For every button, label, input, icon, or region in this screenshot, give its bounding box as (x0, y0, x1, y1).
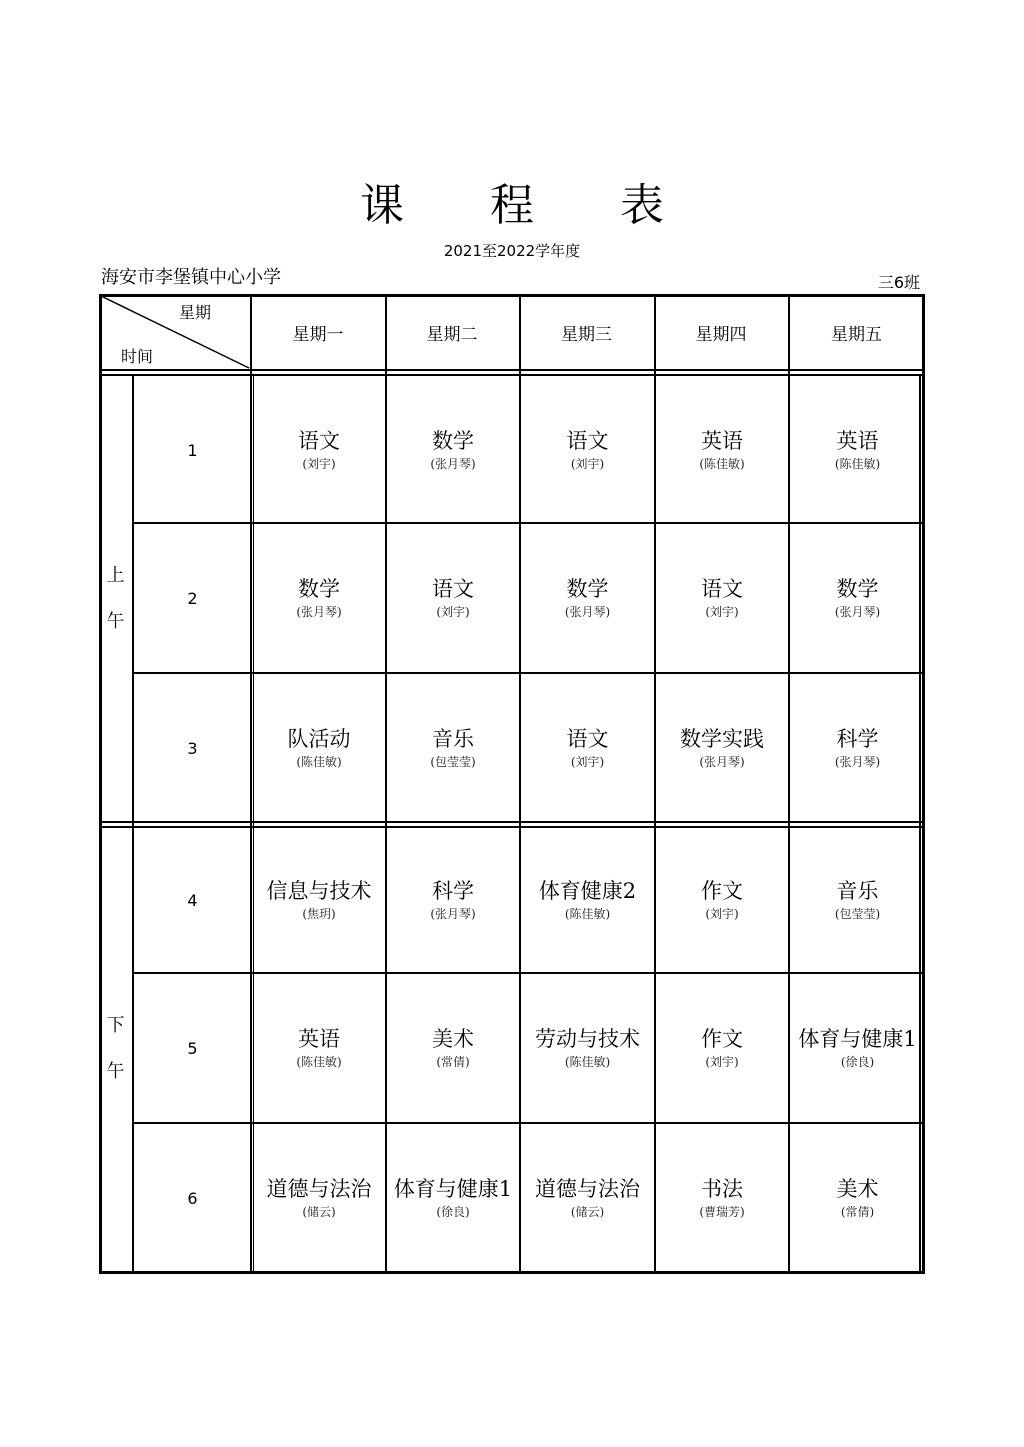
class-cell (387, 674, 519, 822)
class-cell (521, 378, 654, 522)
class-name: 三6班 (877, 273, 920, 292)
subject-name: 英语 (701, 429, 743, 453)
subject-name: 信息与技术 (266, 879, 372, 903)
class-cell (790, 828, 925, 972)
teacher-name: (陈佳敏) (296, 755, 342, 769)
class-cell (790, 1124, 925, 1272)
teacher-name: (刘宇) (570, 457, 605, 471)
class-cell (387, 1124, 519, 1272)
teacher-name: (储云) (570, 1205, 605, 1219)
subject-name: 作文 (701, 1027, 743, 1051)
class-cell (521, 828, 654, 972)
teacher-name: (张月琴) (430, 457, 476, 471)
subject-name: 作文 (701, 879, 743, 903)
class-cell (656, 828, 788, 972)
period-number: 5 (187, 1038, 198, 1058)
teacher-name: (张月琴) (834, 605, 881, 619)
subject-name: 科学 (836, 727, 879, 751)
title-char-2: 程 (490, 180, 534, 231)
class-cell (253, 974, 385, 1122)
teacher-name: (陈佳敏) (834, 457, 881, 471)
class-cell (521, 524, 654, 672)
teacher-name: (徐良) (840, 1055, 875, 1069)
class-cell (656, 674, 788, 822)
class-cell (521, 974, 654, 1122)
day-header-5 (788, 294, 925, 370)
class-cell (387, 524, 519, 672)
title-char-3: 表 (620, 180, 664, 231)
session-morning (99, 376, 132, 822)
period-number: 3 (187, 738, 198, 758)
teacher-name: (刘宇) (705, 907, 739, 921)
subject-name: 道德与法治 (266, 1177, 372, 1201)
subject-name: 劳动与技术 (535, 1027, 640, 1051)
teacher-name: (陈佳敏) (564, 907, 611, 921)
school-year: 2021至2022学年度 (443, 242, 581, 260)
title-char-1: 课 (360, 180, 404, 231)
day-header-4 (654, 294, 788, 370)
timetable (99, 294, 925, 1274)
subject-name: 英语 (298, 1027, 340, 1051)
period-number: 1 (187, 440, 198, 460)
session-afternoon (99, 826, 132, 1272)
class-cell (656, 1124, 788, 1272)
class-cell (521, 674, 654, 822)
period-number: 6 (187, 1188, 198, 1208)
school-name: 海安市李堡镇中心小学 (101, 267, 281, 288)
session-char: 午 (106, 1061, 125, 1082)
teacher-name: (刘宇) (705, 605, 739, 619)
class-cell (253, 378, 385, 522)
subject-name: 音乐 (836, 879, 879, 903)
period-1 (134, 378, 251, 522)
period-number: 2 (187, 588, 198, 608)
subject-name: 道德与法治 (535, 1177, 640, 1201)
class-cell (253, 1124, 385, 1272)
subject-name: 语文 (701, 577, 743, 601)
subject-name: 书法 (701, 1177, 743, 1201)
teacher-name: (刘宇) (302, 457, 336, 471)
subject-name: 美术 (836, 1177, 879, 1201)
teacher-name: (储云) (302, 1205, 336, 1219)
period-3 (134, 674, 251, 822)
subject-name: 数学 (836, 577, 879, 601)
subject-name: 科学 (432, 879, 474, 903)
page-title (0, 178, 1024, 234)
day-header-3 (519, 294, 654, 370)
period-number: 4 (187, 890, 198, 910)
class-cell (387, 828, 519, 972)
teacher-name: (包莹莹) (430, 755, 476, 769)
day-label: 星期三 (561, 324, 612, 345)
subject-name: 队活动 (287, 727, 351, 751)
teacher-name: (常倩) (840, 1205, 875, 1219)
subject-name: 语文 (432, 577, 474, 601)
session-char: 下 (106, 1015, 125, 1036)
teacher-name: (张月琴) (430, 907, 476, 921)
class-cell (253, 524, 385, 672)
corner-label-week: 星期 (179, 303, 212, 322)
class-cell (656, 974, 788, 1122)
day-label: 星期五 (831, 324, 882, 345)
subject-name: 数学 (432, 429, 474, 453)
period-5 (134, 974, 251, 1122)
class-cell (656, 524, 788, 672)
class-cell (790, 378, 925, 522)
subject-name: 体育与健康1 (798, 1027, 917, 1051)
subject-name: 体育健康2 (538, 879, 637, 903)
teacher-name: (刘宇) (705, 1055, 739, 1069)
teacher-name: (徐良) (436, 1205, 470, 1219)
teacher-name: (曹瑞芳) (699, 1205, 745, 1219)
period-4 (134, 828, 251, 972)
class-cell (790, 974, 925, 1122)
session-char: 午 (106, 611, 125, 632)
class-cell (253, 828, 385, 972)
teacher-name: (陈佳敏) (699, 457, 745, 471)
day-header-1 (251, 294, 385, 370)
teacher-name: (陈佳敏) (564, 1055, 611, 1069)
period-6 (134, 1124, 251, 1272)
day-label: 星期二 (426, 324, 478, 345)
teacher-name: (焦玥) (302, 907, 336, 921)
subject-name: 数学 (566, 577, 609, 601)
subject-name: 音乐 (432, 727, 474, 751)
teacher-name: (张月琴) (834, 755, 881, 769)
subject-name: 语文 (566, 429, 609, 453)
teacher-name: (刘宇) (570, 755, 605, 769)
day-label: 星期四 (695, 324, 747, 345)
class-cell (521, 1124, 654, 1272)
day-header-2 (385, 294, 519, 370)
class-cell (387, 974, 519, 1122)
subject-name: 语文 (298, 429, 340, 453)
subject-name: 英语 (836, 429, 879, 453)
subject-name: 数学实践 (680, 727, 764, 751)
corner-label-time: 时间 (121, 347, 154, 366)
header-rule-2 (99, 374, 925, 376)
class-cell (387, 378, 519, 522)
class-cell (790, 674, 925, 822)
teacher-name: (包莹莹) (834, 907, 881, 921)
teacher-name: (常倩) (436, 1055, 470, 1069)
class-cell (656, 378, 788, 522)
period-2 (134, 524, 251, 672)
teacher-name: (陈佳敏) (296, 1055, 342, 1069)
class-cell (253, 674, 385, 822)
class-cell (790, 524, 925, 672)
teacher-name: (张月琴) (699, 755, 745, 769)
subject-name: 体育与健康1 (393, 1177, 513, 1201)
day-label: 星期一 (292, 324, 344, 345)
teacher-name: (张月琴) (564, 605, 611, 619)
subject-name: 美术 (432, 1027, 474, 1051)
teacher-name: (张月琴) (296, 605, 342, 619)
teacher-name: (刘宇) (436, 605, 470, 619)
subject-name: 数学 (298, 577, 340, 601)
session-char: 上 (106, 565, 125, 586)
subject-name: 语文 (566, 727, 609, 751)
